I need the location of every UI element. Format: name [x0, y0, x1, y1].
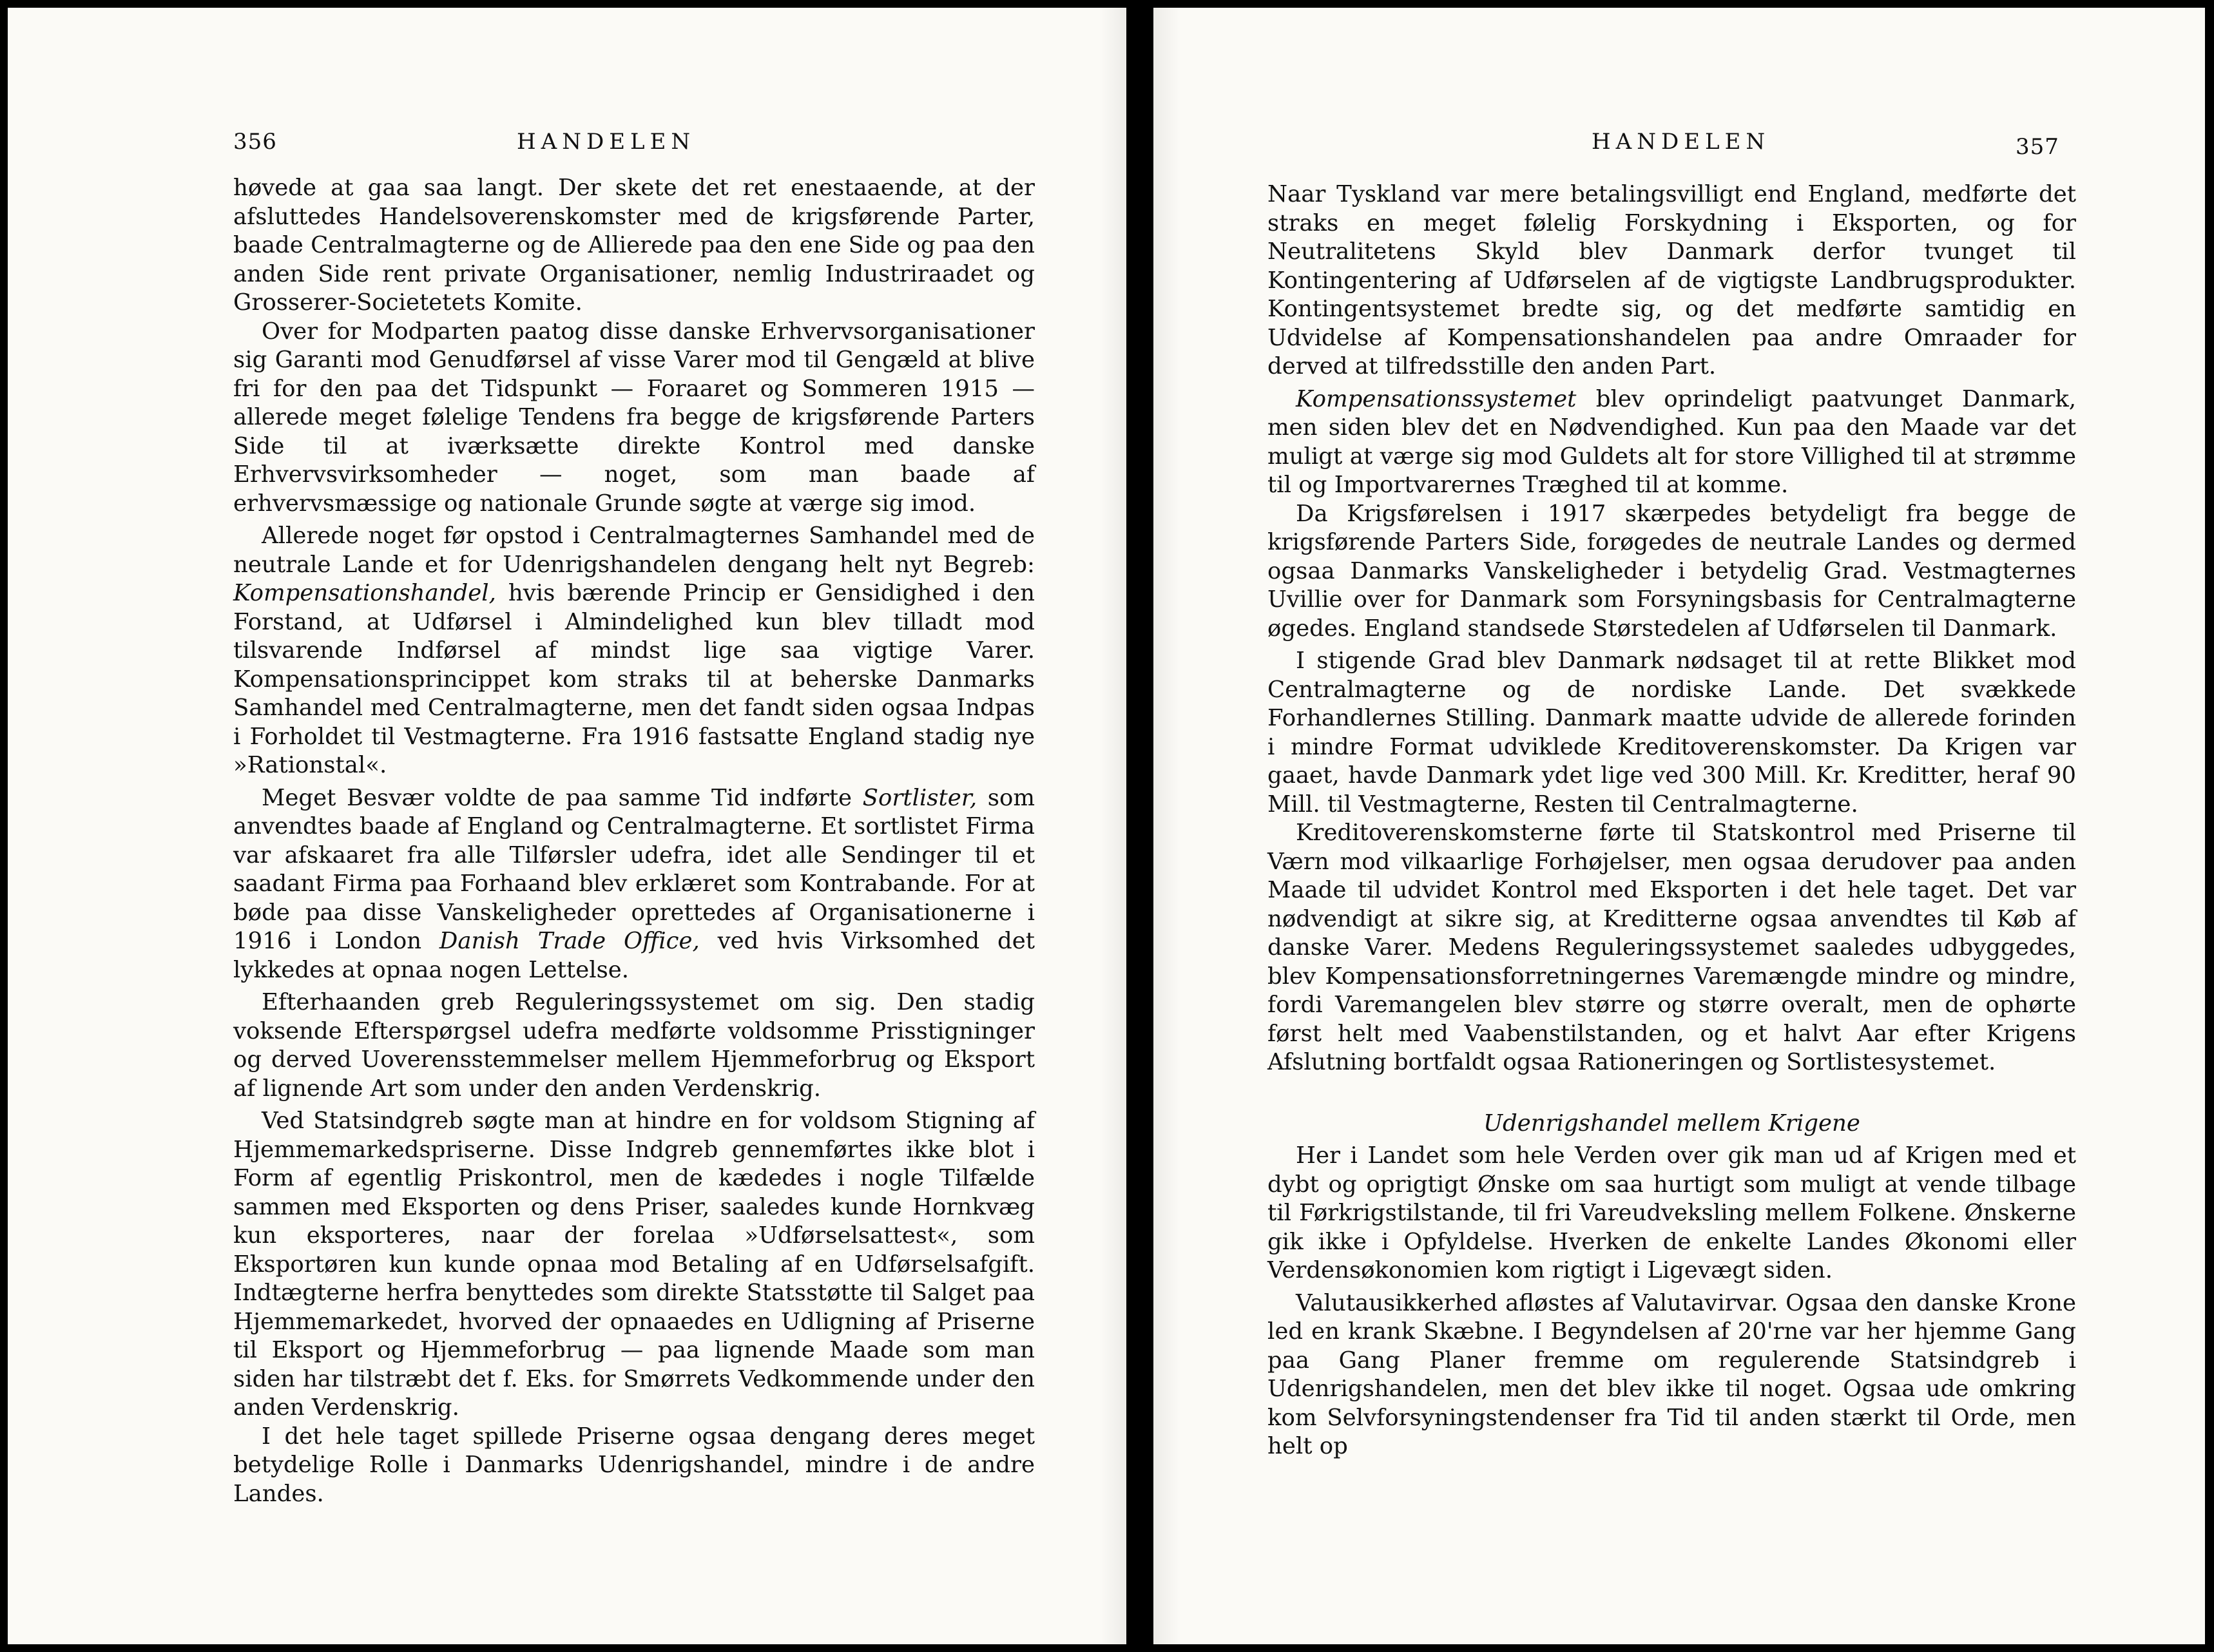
paragraph: I det hele taget spillede Priserne ogsaa dengang deres meget betydelige Rolle i Danmarks Udenrigshandel, mindre i de andre Landes. — [233, 1423, 1035, 1507]
page-number: 356 — [233, 129, 277, 155]
running-title: HANDELEN — [517, 129, 696, 155]
text-run: Allerede noget før opstod i Centralmagternes Samhandel med de neutrale Lande et for Udenrigshandelen dengang helt nyt Begreb: — [233, 523, 1035, 578]
paragraph — [1267, 385, 2076, 500]
paragraph: Naar Tyskland var mere betalingsvilligt end England, medførte det straks en meget følelig Forskydning i Eksporten, og for Neutralitetens Skyld blev Danmark derfor tvunget til Kontingentering af Udførselen af de vigtigste Landbrugsprodukter. Kontingentsystemet bredte sig, og det medførte samtidig en Udvidelse af Kompensationshandelen paa andre Omraader for derved at tilfredsstille den anden Part. — [1267, 181, 2076, 379]
paragraph: Kreditoverenskomsterne førte til Statskontrol med Priserne til Værn mod vilkaarlige Forhøjelser, men ogsaa derudover paa anden Maade til udvidet Kontrol med Eksporten i det hele taget. Det var nødvendigt at sikre sig, at Kreditterne ogsaa anvendtes til Køb af danske Varer. Medens Reguleringssystemet saaledes udbyggedes, blev Kompensationsforretningernes Varemængde mindre og mindre, fordi Varemangelen blev større og større overalt, men de ophørte først helt med Vaabenstilstanden, og et halvt Aar efter Krigens Afslutning bortfaldt ogsaa Rationeringen og Sortlistesystemet. — [1267, 820, 2076, 1075]
right-page — [1153, 8, 2205, 1644]
paragraph: høvede at gaa saa langt. Der skete det ret enestaaende, at der afsluttedes Handelsoverenskomster med de krigsførende Parter, baade Centralmagterne og de Allierede paa den ene Side og paa den anden Side rent private Organisationer, nemlig Industriraadet og Grosserer-Societetets Komite. — [233, 175, 1035, 316]
text-run: Meget Besvær voldte de paa samme Tid indførte — [262, 784, 863, 811]
left-body-text — [233, 174, 1035, 1508]
emphasis: Danish Trade Office, — [439, 928, 700, 954]
paragraph: Efterhaanden greb Reguleringssystemet om sig. Den stadig voksende Efterspørgsel udefra medførte voldsomme Prisstigninger og derved Uoverensstemmelser mellem Hjemmeforbrug og Eksport af lignende Art som under den anden Verdenskrig. — [233, 989, 1035, 1102]
paragraph: Da Krigsførelsen i 1917 skærpedes betydeligt fra begge de krigsførende Parters Side, forøgedes de neutrale Landes og dermed ogsaa Danmarks Vanskeligheder i betydelig Grad. Vestmagternes Uvillie over for Danmark som Forsyningsbasis for Centralmagterne øgedes. England standsede Størstedelen af Udførselen til Danmark. — [1267, 500, 2076, 642]
text-run: blev oprindeligt paatvunget Danmark, men siden blev det en Nødvendighed. Kun paa den Maade var det muligt at værge sig mod Guldets alt for store Villighed til at strømme til og Importvarernes Træghed til at komme. — [1267, 385, 2076, 498]
paragraph: Valutausikkerhed afløstes af Valutavirvar. Ogsaa den danske Krone led en krank Skæbne. I Begyndelsen af 20'rne var her hjemme Gang paa Gang Planer fremme om regulerende Statsindgreb i Udenrigshandelen, men det blev ikke til noget. Ogsaa ude omkring kom Selvforsyningstendenser fra Tid til anden stærkt til Orde, men helt op — [1267, 1289, 2076, 1459]
paragraph: Her i Landet som hele Verden over gik man ud af Krigen med et dybt og oprigtigt Ønske om saa hurtigt som muligt at vende tilbage til Førkrigstilstande, til fri Vareudveksling mellem Folkene. Ønskerne gik ikke i Opfyldelse. Hverken de enkelte Landes Økonomi eller Verdensøkonomien kom rigtigt i Ligevægt siden. — [1267, 1142, 2076, 1283]
text-run: ved hvis Virksomhed det lykkedes at opnaa nogen Lettelse. — [233, 928, 1035, 983]
gutter-shadow — [1153, 8, 1179, 1644]
gutter-shadow — [1101, 8, 1126, 1644]
paragraph — [233, 522, 1035, 780]
page-number: 357 — [2016, 134, 2059, 160]
paragraph: I stigende Grad blev Danmark nødsaget til at rette Blikket mod Centralmagterne og de nordiske Lande. Det svækkede Forhandlernes Stilling. Danmark maatte udvide de allerede forinden i mindre Format udviklede Kreditoverenskomster. Da Krigen var gaaet, havde Danmark ydet lige ved 300 Mill. Kr. Kreditter, heraf 90 Mill. til Vestmagterne, Resten til Centralmagterne. — [1267, 648, 2076, 818]
text-run: hvis bærende Princip er Gensidighed i den Forstand, at Udførsel i Almindelighed kun blev tilladt mod tilsvarende Indførsel af mindst lige saa vigtige Varer. Kompensationsprincippet kom straks til at beherske Danmarks Samhandel med Centralmagterne, men det fandt siden ogsaa Indpas i Forholdet til Vestmagterne. Fra 1916 fastsatte England stadig nye »Rationstal«. — [233, 580, 1035, 778]
emphasis: Sortlister, — [862, 784, 977, 811]
text-run: som anvendtes baade af England og Centralmagterne. Et sortlistet Firma var afskaaret fra alle Tilførsler udefra, idet alle Sendinger til et saadant Firma paa Forhaand blev erklæret som Kontrabande. For at bøde paa disse Vanskeligheder oprettedes af Organisationerne i 1916 i London — [233, 784, 1035, 954]
right-body-text — [1267, 180, 2076, 1461]
paragraph: Over for Modparten paatog disse danske Erhvervsorganisationer sig Garanti mod Genudførsel af visse Varer mod til Gengæld at blive fri for den paa det Tidspunkt — Foraaret og Sommeren 1915 — allerede meget følelige Tendens fra begge de krigsførende Parters Side til at iværksætte direkte Kontrol med danske Erhvervsvirksomheder — noget, som man baade af erhvervsmæssige og nationale Grunde søgte at værge sig imod. — [233, 318, 1035, 517]
paragraph — [233, 784, 1035, 985]
left-page — [8, 8, 1126, 1644]
section-heading: Udenrigshandel mellem Krigene — [1483, 1109, 1860, 1137]
emphasis: Kompensationssystemet — [1296, 385, 1577, 412]
running-title: HANDELEN — [1592, 129, 1771, 155]
emphasis: Kompensationshandel, — [233, 580, 496, 606]
paragraph: Ved Statsindgreb søgte man at hindre en for voldsom Stigning af Hjemmemarkedspriserne. Disse Indgreb gennemførtes ikke blot i Form af egentlig Priskontrol, men de kædedes i nogle Tilfælde sammen med Eksporten og dens Priser, saaledes kunde Hornkvæg kun eksporteres, naar der forelaa »Udførselsattest«, som Eksportøren kun kunde opnaa mod Betaling af en Udførselsafgift. Indtægterne herfra benyttedes som direkte Statsstøtte til Salget paa Hjemmemarkedet, hvorved der opnaaedes en Udligning af Priserne til Eksport og Hjemmeforbrug — paa lignende Maade som man siden har tilstræbt det f. Eks. for Smørrets Vedkommende under den anden Verdenskrig. — [233, 1108, 1035, 1421]
